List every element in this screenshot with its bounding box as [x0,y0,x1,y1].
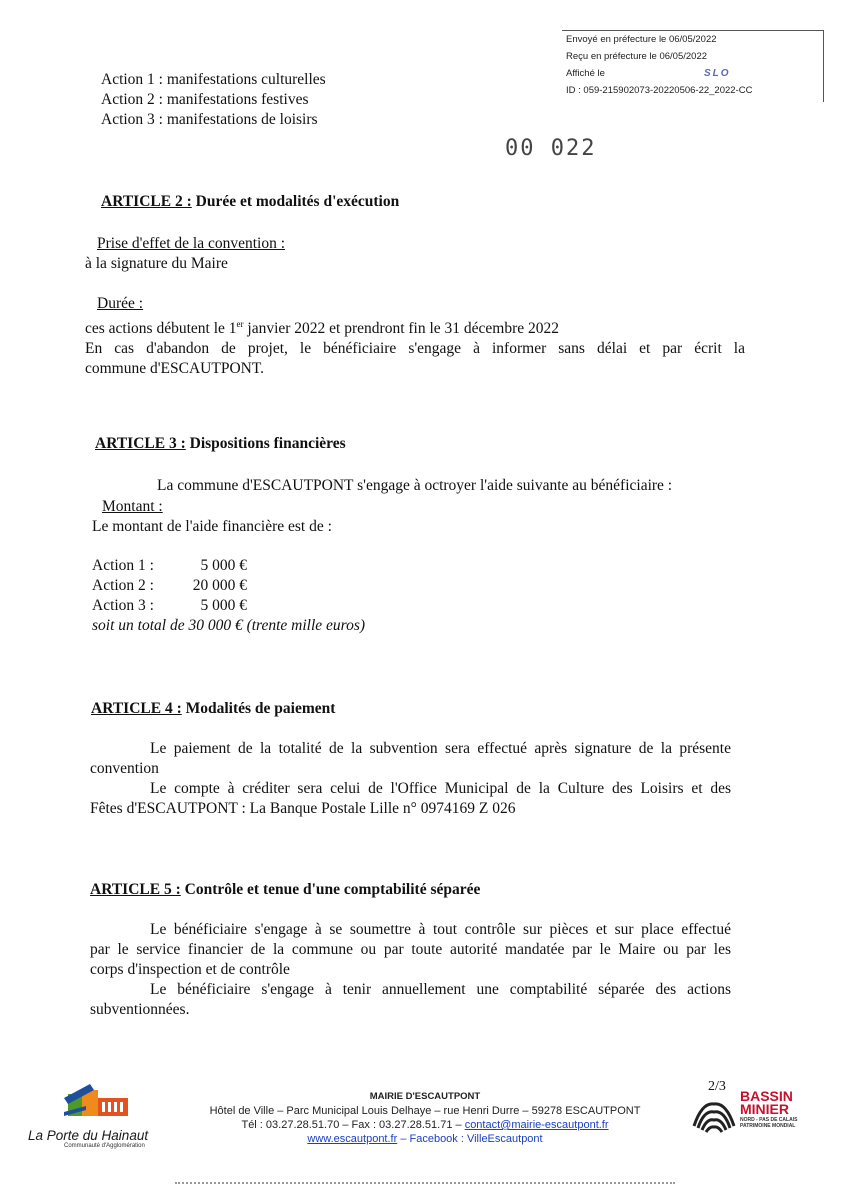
article-3-montant [92,497,332,537]
action-item: Action 3 : manifestations de loisirs [101,111,318,128]
porte-du-hainaut-name: La Porte du Hainaut [28,1128,149,1143]
stamp-id: ID : 059-215902073-20220506-22_2022-CC [566,85,753,96]
article-2-label: ARTICLE 2 : [101,193,192,210]
prise-effet-label: Prise d'effet de la convention : [97,235,286,252]
article-5-title: Contrôle et tenue d'une comptabilité séparée [184,881,481,898]
mairie-title: MAIRIE D'ESCAUTPONT [369,1091,481,1102]
montant-label: Montant : [102,498,163,515]
abandon-line-1: En cas d'abandon de projet, le bénéficiaire s'engage à informer sans délai et par écrit la [85,340,745,358]
porte-du-hainaut-emblem-icon [28,1080,178,1125]
action-item: Action 1 : manifestations culturelles [101,71,326,88]
stamp-sent: Envoyé en préfecture le 06/05/2022 [566,34,717,45]
prise-effet-text: à la signature du Maire [85,255,228,272]
article-2-heading [101,192,399,212]
duree-label: Durée : [97,295,144,312]
website-link[interactable]: www.escautpont.fr [307,1133,398,1145]
mairie-contact: Tél : 03.27.28.51.70 – Fax : 03.27.28.51.71 – contact@mairie-escautpont.fr [241,1119,609,1131]
article-4-body [90,739,731,819]
porte-du-hainaut-logo [28,1080,178,1160]
article-3-intro: La commune d'ESCAUTPONT s'engage à octroyer l'aide suivante au bénéficiaire : [157,477,673,494]
nord-pas-de-calais-text: NORD - PAS DE CALAIS [740,1117,798,1123]
paiement-line-1: Le paiement de la totalité de la subvention sera effectué après signature de la présente [150,740,731,757]
bassin-text: BASSIN [740,1088,793,1104]
article-2-title: Durée et modalités d'exécution [195,193,400,210]
comptabilite-line-2: subventionnées. [90,1001,190,1018]
controle-line-2: par le service financier de la commune ou par toute autorité mandatée par le Maire ou par les [90,941,731,958]
abandon-line-2: commune d'ESCAUTPONT. [85,360,265,378]
patrimoine-mondial-text: PATRIMOINE MONDIAL [740,1123,796,1129]
article-4-heading [91,699,335,719]
facebook-text: – Facebook : VilleEscautpont [397,1133,543,1145]
paiement-line-2: convention [90,760,159,777]
article-3-heading [95,434,346,454]
article-2-duree [85,294,745,379]
actions-list [101,70,326,130]
prefecture-stamp [562,30,824,102]
amounts-list [92,556,365,636]
action-item: Action 2 : manifestations festives [101,91,309,108]
mairie-web [175,1132,675,1146]
controle-line-1: Le bénéficiaire s'engage à se soumettre à tout contrôle sur pièces et sur place effectué [150,921,731,938]
email-link[interactable]: contact@mairie-escautpont.fr [464,1119,609,1131]
comptabilite-line-1: Le bénéficiaire s'engage à tenir annuellement une comptabilité séparée des actions [150,981,731,998]
montant-text: Le montant de l'aide financière est de : [92,518,332,535]
amount-row: Action 1 : 5 000 € [92,557,247,574]
amount-row: Action 3 : 5 000 € [92,597,247,614]
article-2-prise [85,234,286,274]
mairie-address: Hôtel de Ville – Parc Municipal Louis Delhaye – rue Henri Durre – 59278 ESCAUTPONT [209,1105,641,1117]
page-number: 2/3 [708,1079,726,1094]
amount-row: Action 2 : 20 000 € [92,577,247,594]
article-5-body [90,920,731,1020]
porte-du-hainaut-sub: Communauté d'Agglomération [64,1143,145,1149]
article-4-title: Modalités de paiement [185,700,336,717]
handwritten-number: 00 022 [505,136,597,161]
controle-line-3: corps d'inspection et de contrôle [90,961,290,978]
stamp-received: Reçu en préfecture le 06/05/2022 [566,51,708,62]
article-3-title: Dispositions financières [189,435,346,452]
stamp-posted: Affiché le [566,68,605,79]
footer-address-block [175,1090,675,1146]
bassin-minier-emblem-icon [690,1092,738,1140]
article-3-label: ARTICLE 3 : [95,435,186,452]
footer-divider [175,1182,675,1184]
article-5-label: ARTICLE 5 : [90,881,181,898]
compte-line-1: Le compte à créditer sera celui de l'Office Municipal de la Culture des Loisirs et des [150,780,731,797]
slo-logo: SLO [704,68,731,79]
bassin-minier-logo [690,1088,830,1148]
minier-text: MINIER [740,1101,789,1117]
article-4-label: ARTICLE 4 : [91,700,182,717]
duree-text: ces actions débutent le 1er janvier 2022 et prendront fin le 31 décembre 2022 [85,319,560,338]
total-amount: soit un total de 30 000 € (trente mille euros) [92,617,366,634]
article-5-heading [90,880,480,900]
compte-line-2: Fêtes d'ESCAUTPONT : La Banque Postale Lille n° 0974169 Z 026 [90,800,516,817]
